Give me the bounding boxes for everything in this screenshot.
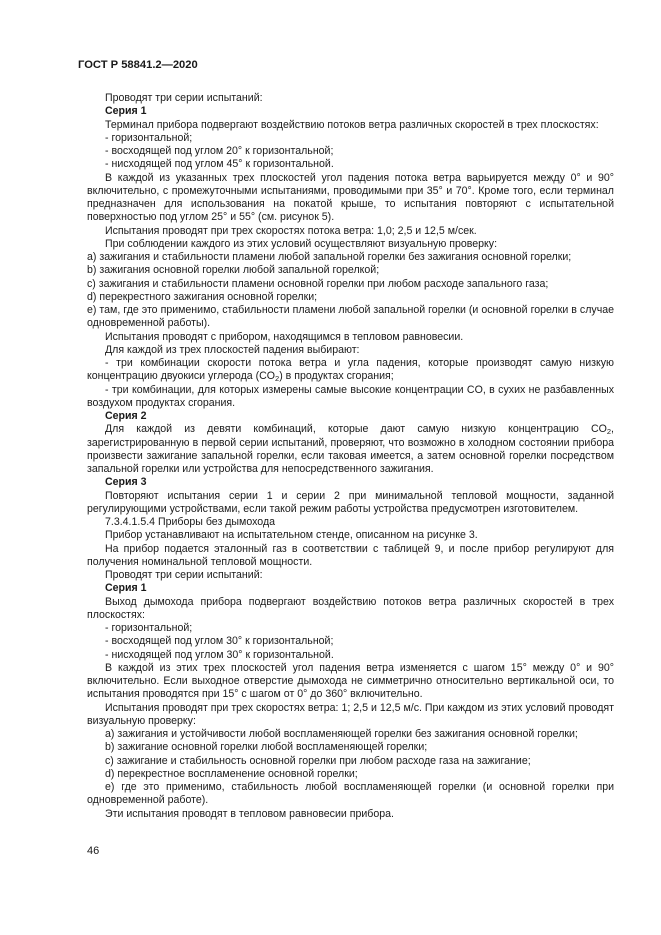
list-item: - нисходящей под углом 45° к горизонтальной. [105, 158, 334, 171]
paragraph: Прибор устанавливают на испытательном стенде, описанном на рисунке 3. [105, 529, 478, 542]
list-item: - восходящей под углом 30° к горизонтальной; [105, 635, 334, 648]
subscript: 2 [606, 427, 612, 437]
text-part: Для каждой из девяти комбинаций, которые дают самую низкую концентрацию CO [105, 423, 607, 436]
subscript: 2 [275, 374, 280, 384]
list-item: - горизонтальной; [105, 622, 193, 634]
list-item: - восходящей под углом 20° к горизонтальной; [105, 145, 334, 157]
section-heading: 7.3.4.1.5.4 Приборы без дымохода [105, 516, 276, 528]
series-heading: Серия 3 [105, 476, 147, 489]
list-item: e) там, где это применимо, стабильности пламени любой запальной горелки (и основной горелки в случае одновременной работы). [87, 304, 614, 330]
list-item: - нисходящей под углом 30° к горизонтальной. [105, 648, 334, 661]
list-item: c) зажигания и стабильности пламени основной горелки при любом расходе запального газа; [87, 277, 549, 290]
series-heading: Серия 1 [105, 582, 147, 595]
list-item: d) перекрестное воспламенение основной горелки; [105, 767, 358, 780]
list-item: a) зажигания и стабильности пламени любой запальной горелки без зажигания основной горелки; [87, 251, 572, 263]
text-part: , зарегистрированную в первой серии испытаний, проверяют, что возможно в холодном состоянии прибора произвести зажигание запальной горелки, если таковая имеется, а затем основной горелки посредством запальной горелки или устройства для непосредственного зажигания. [87, 423, 614, 475]
paragraph: Испытания проводят с прибором, находящимся в тепловом равновесии. [105, 330, 464, 343]
list-item: c) зажигание и стабильность основной горелки при любом расходе газа на зажигание; [105, 754, 531, 767]
list-item: - горизонтальной; [105, 131, 193, 144]
paragraph: Повторяют испытания серии 1 и серии 2 при минимальной тепловой мощности, заданной регулирующими устройствами, если такой режим работы устройства предусмотрен изготовителем. [87, 489, 614, 515]
list-item: d) перекрестного зажигания основной горелки; [87, 290, 318, 303]
series-heading: Серия 2 [105, 410, 147, 422]
text-part: ) в продуктах сгорания; [279, 370, 394, 383]
paragraph: Терминал прибора подвергают воздействию потоков ветра различных скоростей в трех плоскостях: [105, 118, 599, 131]
list-item: b) зажигание основной горелки любой воспламеняющей горелки; [105, 741, 428, 754]
list-item: b) зажигания основной горелки любой запальной горелкой; [87, 264, 380, 277]
list-item [87, 357, 614, 384]
document-header: ГОСТ Р 58841.2—2020 [78, 59, 198, 71]
list-item: a) зажигания и устойчивости любой воспламеняющей горелки без зажигания основной горелки; [105, 728, 578, 740]
paragraph: В каждой из этих трех плоскостей угол падения ветра изменяется с шагом 15° между 0° и 90° включительно. Если выходное отверстие дымохода не симметрично относительно вертикальной оси, то испытания проводятся при 15° с шагом от 0° до 360° включительно. [87, 661, 614, 701]
page-number: 46 [87, 845, 100, 857]
paragraph: Выход дымохода прибора подвергают воздействию потоков ветра различных скоростей в трех плоскостях: [87, 595, 614, 621]
list-item: e) где это применимо, стабильность любой воспламеняющей горелки (и основной горелки при одновременной работе). [87, 781, 614, 807]
list-item: - три комбинации, для которых измерены самые высокие концентрации CO, в сухих не разбавленных воздухом продуктах сгорания. [87, 383, 614, 409]
series-heading: Серия 1 [105, 105, 147, 118]
paragraph [87, 423, 614, 476]
paragraph: Испытания проводят при трех скоростях ветра: 1; 2,5 и 12,5 м/с. При каждом из этих условий проводят визуальную проверку: [87, 701, 614, 727]
paragraph: В каждой из указанных трех плоскостей угол падения потока ветра варьируется между 0° и 90° включительно, с промежуточными испытаниями, проводимыми при 35° и 70°. Кроме того, если терминал предназначен для использования на покатой крыше, то испытания повторяют с испытательной поверхностью под углом 25° и 55° (см. рисунок 5). [87, 171, 614, 224]
paragraph: При соблюдении каждого из этих условий осуществляют визуальную проверку: [105, 237, 498, 250]
text-part: - три комбинации скорости потока ветра и угла падения, которые производят самую низкую концентрацию двуокиси углерода (CO [87, 357, 614, 383]
paragraph: Испытания проводят при трех скоростях потока ветра: 1,0; 2,5 и 12,5 м/сек. [105, 224, 477, 237]
paragraph: Для каждой из трех плоскостей падения выбирают: [105, 343, 360, 356]
paragraph: Проводят три серии испытаний: [105, 569, 263, 581]
paragraph: Эти испытания проводят в тепловом равновесии прибора. [105, 807, 394, 820]
document-body [87, 92, 614, 821]
paragraph: На прибор подается эталонный газ в соответствии с таблицей 9, и после прибор регулируют для получения номинальной тепловой мощности. [87, 542, 614, 568]
paragraph: Проводят три серии испытаний: [105, 92, 263, 104]
